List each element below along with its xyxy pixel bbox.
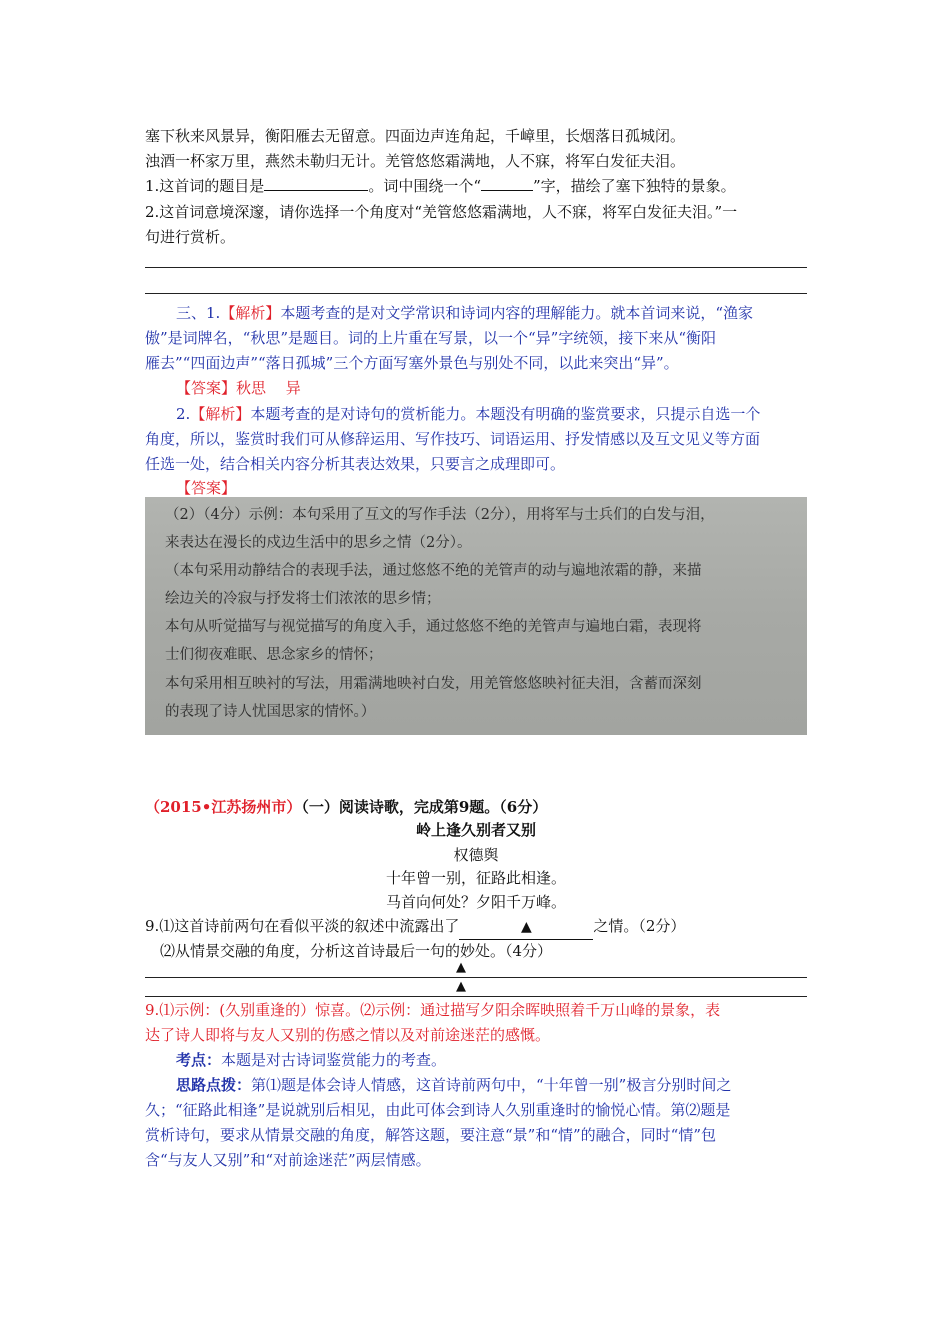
answer-9-line-1: [145, 998, 810, 1022]
silu-label: 思路点拨：: [176, 1076, 252, 1094]
question-9-2: ⑵从情景交融的角度，分析这首诗最后一句的妙处。（4分）: [160, 942, 553, 960]
question-1: [145, 174, 810, 198]
analysis-2-line-1: [176, 402, 810, 426]
analysis-2-lead: 2.: [176, 405, 191, 423]
poem-title: 岭上逢久别者又别: [415, 821, 536, 839]
photo-line: 本句采用相互映衬的写法，用霜满地映衬白发，用羌管悠悠映衬征夫泪，含蓄而深刻: [165, 676, 702, 692]
question-2-line-2: 句进行赏析。: [145, 228, 236, 246]
answer-blank: [481, 190, 533, 191]
answer-9-text-1: 9.⑴示例：(久别重逢的）惊喜。⑵示例：通过描写夕阳余晖映照着千万山峰的景象，表: [145, 1001, 721, 1019]
analysis-1-line-2: 傲”是词牌名，“秋思”是题目。词的上片重在写景，以一个“异”字统领，接下来从“衡阳: [145, 329, 717, 347]
question-2-line-1: 2.这首词意境深邃，请你选择一个角度对“羌管悠悠霜满地，人不寐，将军白发征夫泪。”一: [145, 203, 738, 221]
answer-9-line-2: 达了诗人即将与友人又别的伤感之情以及对前途迷茫的感慨。: [145, 1026, 551, 1044]
silu-line-3: 赏析诗句，要求从情景交融的角度，解答这题，要注意“景”和“情”的融合，同时“情”包: [145, 1126, 717, 1144]
poem-line-1: 塞下秋来风景异，衡阳雁去无留意。四面边声连角起，千嶂里，长烟落日孤城闭。: [145, 127, 686, 145]
answer-line: [145, 267, 807, 268]
question-1-prefix: 1.这首词的题目是: [145, 177, 265, 195]
answer-line: [145, 293, 807, 294]
answer-line: [145, 977, 807, 978]
silu-line-2: 久；“征路此相逢”是说就别后相见，由此可体会到诗人久别重逢时的愉悦心情。第⑵题是: [145, 1101, 731, 1119]
analysis-tag: 【解析】: [190, 405, 251, 423]
poem-2-line-1: 十年曾一别，征路此相逢。: [385, 869, 566, 887]
silu-line-1: [176, 1073, 810, 1097]
poem-author: 权德舆: [453, 846, 499, 864]
triangle-marker-icon: ▲: [520, 919, 532, 935]
answer-1-text: 秋思 异: [236, 379, 301, 397]
photo-line: 士们彻夜难眠、思念家乡的情怀；: [165, 647, 383, 663]
poem-line-2: 浊酒一杯家万里，燕然未勒归无计。羌管悠悠霜满地，人不寐，将军白发征夫泪。: [145, 152, 686, 170]
analysis-1-line-1: [176, 301, 810, 325]
photo-line: 本句从听觉描写与视觉描写的角度入手，通过悠悠不绝的羌管声与遍地白霜，表现将: [165, 619, 702, 635]
source-label: （2015•江苏扬州市）: [145, 798, 302, 816]
photo-line: （2）（4分）示例：本句采用了互文的写作手法（2分），用将军与士兵们的白发与泪，: [165, 507, 715, 523]
photo-line: 的表现了诗人忧国思家的情怀。）: [165, 704, 376, 720]
answer-1: [176, 376, 841, 400]
kaodian-text: 本题是对古诗词鉴赏能力的考查。: [221, 1051, 447, 1069]
analysis-1-text: 本题考查的是对文学常识和诗词内容的理解能力。就本首词来说，“渔家: [280, 304, 753, 322]
question-9-1-suffix: 之情。（2分）: [593, 917, 686, 935]
section-heading: [145, 795, 810, 819]
kaodian: [176, 1048, 841, 1072]
silu-text-1: 第⑴题是体会诗人情感，这首诗前两句中，“十年曾一别”极言分别时间之: [251, 1076, 732, 1094]
answer-tag: 【答案】: [176, 379, 237, 397]
analysis-1-lead: 三、1.: [176, 304, 221, 322]
scanned-answer-photo: [145, 497, 807, 735]
question-9-1-prefix: 9.⑴这首诗前两句在看似平淡的叙述中流露出了: [145, 917, 460, 935]
photo-line: 来表达在漫长的戍边生活中的思乡之情（2分）。: [165, 535, 472, 551]
triangle-marker-icon: ▲: [456, 979, 466, 994]
analysis-1-line-3: 雁去”“四面边声”“落日孤城”三个方面写塞外景色与别处不同，以此来突出“异”。: [145, 354, 679, 372]
analysis-2-line-2: 角度，所以，鉴赏时我们可从修辞运用、写作技巧、词语运用、抒发情感以及互文见义等方面: [145, 430, 761, 448]
answer-line: [145, 996, 807, 997]
kaodian-label: 考点：: [176, 1051, 222, 1069]
section-title: （一）阅读诗歌，完成第9题。（6分）: [301, 798, 548, 816]
answer-2-tag: 【答案】: [176, 479, 237, 497]
question-9-1: [145, 914, 810, 940]
question-1-suffix: ”字，描绘了塞下独特的景象。: [532, 177, 736, 195]
question-1-mid: 。词中围绕一个“: [368, 177, 481, 195]
answer-blank: [264, 190, 368, 191]
photo-line: 绘边关的冷寂与抒发将士们浓浓的思乡情；: [165, 591, 441, 607]
analysis-tag: 【解析】: [220, 304, 281, 322]
photo-line: （本句采用动静结合的表现手法，通过悠悠不绝的羌管声的动与遍地浓霜的静，来描: [165, 563, 702, 579]
poem-2-line-2: 马首向何处？夕阳千万峰。: [385, 893, 566, 911]
silu-line-4: 含“与友人又别”和“对前途迷茫”两层情感。: [145, 1151, 431, 1169]
analysis-2-line-3: 任选一处，结合相关内容分析其表达效果，只要言之成理即可。: [145, 455, 566, 473]
analysis-2-text: 本题考查的是对诗句的赏析能力。本题没有明确的鉴赏要求，只提示自选一个: [250, 405, 761, 423]
triangle-marker-icon: ▲: [456, 960, 466, 975]
answer-blank: [459, 914, 593, 940]
